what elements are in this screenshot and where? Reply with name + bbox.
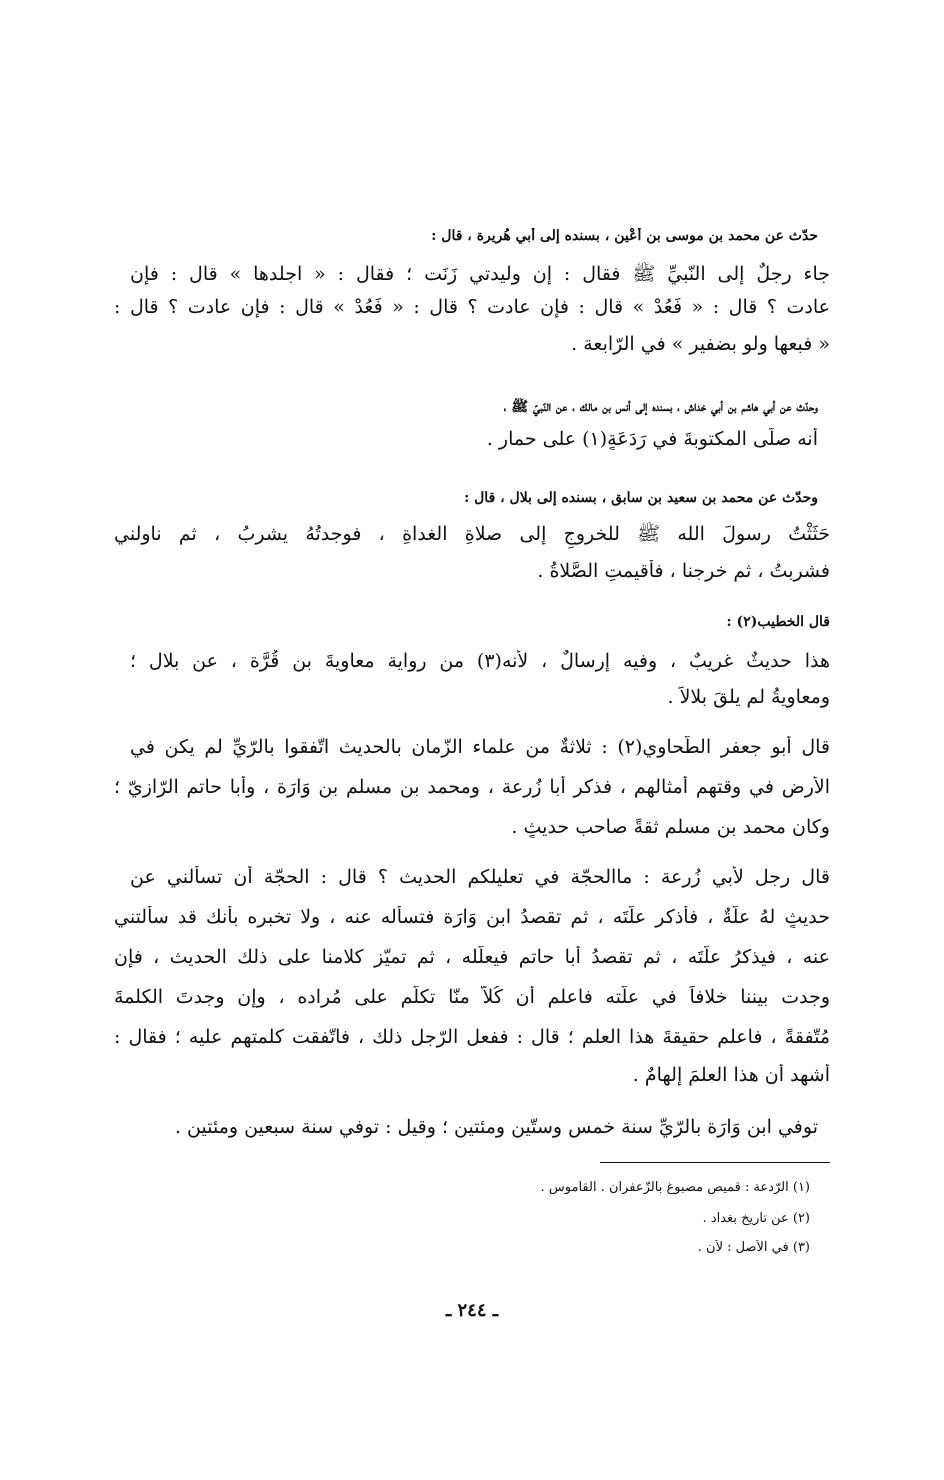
paragraph-line: توفي ابن وَارَة بالرّيِّ سنة خمسٍ وستّين ومئتين ؛ وقيل : توفي سنة سبعين ومئتين . [174,1116,818,1138]
footnotes [114,0,830,1480]
paragraph-line: مُتّفقةً ، فاعلم حقيقةَ هذا العلم ؛ قال : ففعل الرّجل ذلك ، فاتّفقت كلمتهم عليه ؛ فقال : [114,1026,830,1048]
section-header: قال الخطيب(٢) : [726,614,830,630]
paragraph-line: أشهد أن هذا العلمَ إلهامٌ . [632,1064,830,1086]
section-header: حدّث عن محمد بن موسى بن أعْين ، بسنده إلى أبي هُريرة ، قال : [431,228,818,244]
paragraph-line: « فبعها ولو بضفير » في الرّابعة . [571,333,830,355]
paragraph-line: حَثَثْتُ رسولَ الله ﷺ للخروجِ إلى صلاةِ الغداةِ ، فوجدتُهُ يشربُ ، ثم ناولني [114,523,830,545]
footnote: (٣) في الأصل : لأن . [697,1240,810,1255]
paragraph-line: جاء رجلٌ إلى النّبيِّ ﷺ فقال : إن وليدتي زَنَت ؛ فقال : « اجلدها » قال : فإن [130,263,830,285]
paragraph-line: أنه صلّى المكتوبةَ في رَدَعَةٍ(١) على حمارٍ . [486,428,818,450]
paragraph-line: قال رجل لأبي زُرعة : ماالحجّة في تعليلكم الحديث ؟ قال : الحجّة أن تسألني عن [130,866,830,888]
footnote: (٢) عن تاريخ بغداد . [702,1211,810,1226]
paragraph-line: عادت ؟ قال : « فَعُدْ » قال : فإن عادت ؟ قال : « فَعُدْ » قال : فإن عادت ؟ قال : [114,296,830,318]
paragraph-line: وكان محمد بن مسلم ثقةً صاحب حديثٍ . [511,816,830,838]
paragraph-line: قال أبو جعفر الطّحاوي(٢) : ثلاثةٌ من علماء الزّمان بالحديث اتّفقوا بالرّيِّ لم يكن في [130,736,830,758]
paragraph-line: عنه ، فيذكرُ علّتَه ، ثم تقصدُ أبا حاتم فيعلّله ، ثم تميّز كلامنا على ذلك الحديث ، فإن [114,946,830,968]
paragraph-line: وجدت بيننا خلافاً في علّته فاعلم أن كُلاًّ منّا تكلّم على مُراده ، وإن وجدتَ الكلمةَ [114,986,830,1008]
footnote: (١) الرّدعة : قميص مصبوغ بالزّعفران . القاموس . [540,1180,810,1195]
paragraph-line: فشربتُ ، ثم خرجنا ، فأُقيمتِ الصَّلاةُ . [537,560,830,582]
paragraph-line: ومعاويةُ لم يلقَ بلالاً . [667,686,830,708]
paragraph-line: الأرض في وقتهم أمثالهم ، فذكر أبا زُرعة ، ومحمد بن مسلم بن وَارَة ، وأبا حاتم الرّازيّ ؛ [114,776,830,798]
section-header: وحدّث عن محمد بن سعيد بن سابق ، بسنده إلى بلال ، قال : [464,490,818,506]
section-header: وحدّث عن أبي هاشم بن أبي خداش ، بسنده إلى أنس بن مالك ، عن النّبيّ ﷺ ، [503,399,818,415]
paragraph-line: هذا حديثٌ غريبٌ ، وفيه إرسالٌ ، لأنه(٣) من رواية معاويةَ بن قُرَّة ، عن بلال ؛ [130,650,830,672]
paragraph-line: حديثٍ لهُ علّةٌ ، فأذكر علّتَه ، ثم تقصدُ ابن وَارَة فتسأله عنه ، ولا تخبره بأنك قد سألتني [114,906,830,928]
page-number: ـ ٢٤٤ ـ [445,1300,499,1321]
